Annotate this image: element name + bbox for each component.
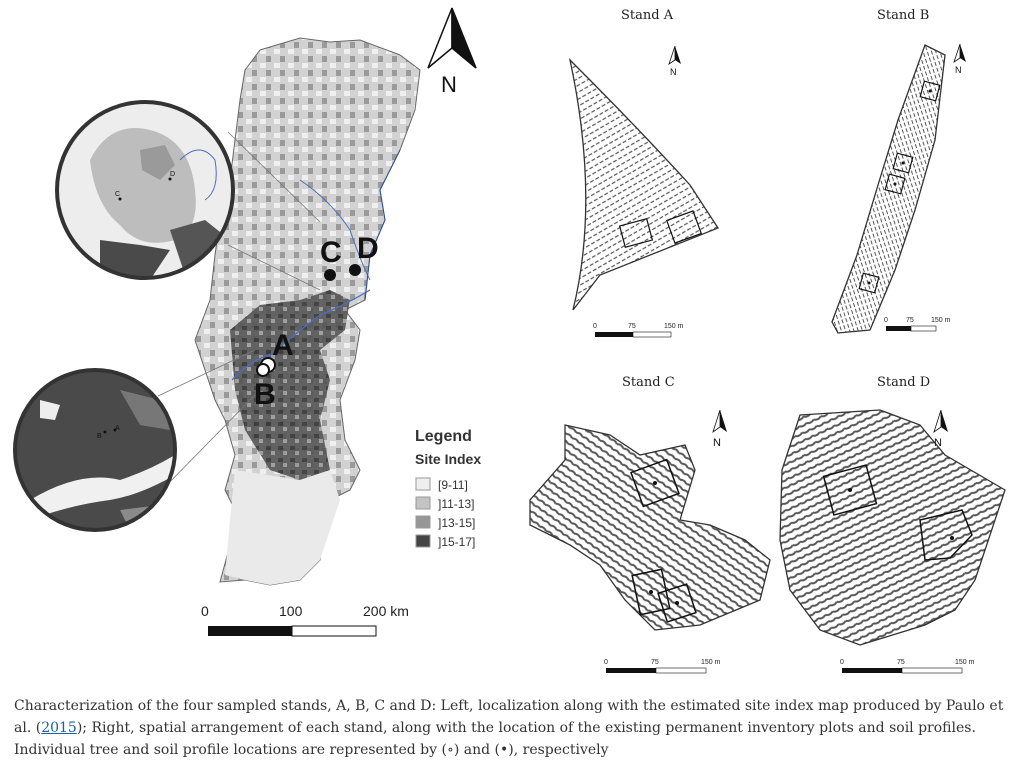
stand-c-scale-0: 0	[604, 659, 608, 666]
site-c-marker	[324, 269, 336, 281]
stand-a-north-icon	[669, 46, 681, 77]
light-south-region	[225, 470, 340, 585]
stand-d-shape	[780, 410, 1005, 645]
figure-caption	[14, 695, 1014, 761]
site-d-marker	[349, 264, 361, 276]
stand-c-north-label: N	[713, 437, 721, 449]
stand-d-scale-75: 75	[897, 659, 905, 666]
legend	[415, 428, 481, 549]
site-b-marker	[257, 364, 269, 376]
north-label: N	[441, 72, 457, 97]
bottom-inset-label-b: B	[97, 433, 102, 440]
legend-subtitle: Site Index	[415, 451, 482, 467]
stand-a-scale-0: 0	[593, 323, 597, 330]
legend-swatch	[416, 497, 430, 509]
stand-a-shape	[570, 60, 718, 310]
stand-a-title: Stand A	[621, 8, 674, 23]
stand-a-scale-150: 150 m	[664, 323, 684, 330]
stand-c-title: Stand C	[622, 375, 675, 390]
caption-text-4: ), respectively	[508, 742, 609, 758]
stand-c-north-icon	[713, 410, 727, 449]
scale-tick-100: 100	[279, 603, 303, 619]
stand-b-scale-150: 150 m	[931, 317, 951, 324]
map-scale-bar	[201, 603, 409, 636]
stand-b-scale-75: 75	[906, 317, 914, 324]
legend-label: ]13-15]	[438, 516, 476, 530]
top-inset-map	[55, 100, 235, 280]
scale-tick-0: 0	[201, 603, 209, 619]
portugal-map	[195, 38, 420, 585]
legend-swatch	[416, 516, 430, 528]
stand-b-title: Stand B	[877, 8, 930, 23]
stand-d-scale-150: 150 m	[955, 659, 975, 666]
legend-label: [9-11]	[438, 478, 468, 492]
legend-title: Legend	[415, 428, 472, 445]
stand-b-north-icon	[954, 44, 966, 75]
scale-tick-200: 200 km	[363, 603, 409, 619]
site-label-d: D	[357, 232, 379, 265]
stand-d-title: Stand D	[877, 375, 931, 390]
north-arrow-icon	[428, 8, 476, 97]
stand-b-scale-0: 0	[884, 317, 888, 324]
stand-c-scale-75: 75	[651, 659, 659, 666]
stand-a-panel	[570, 8, 718, 337]
legend-label: ]11-13]	[438, 497, 475, 511]
legend-swatch	[416, 535, 430, 547]
stand-b-panel	[832, 8, 966, 333]
stand-a-scale-bar	[593, 323, 684, 337]
top-inset-label-c: C	[115, 191, 121, 198]
stand-c-shape	[530, 425, 770, 630]
stand-d-panel	[780, 375, 1005, 673]
stand-a-north-label: N	[670, 67, 677, 77]
top-inset-label-d: D	[170, 171, 176, 178]
stand-d-north-icon	[934, 410, 948, 449]
stand-b-shape	[832, 45, 945, 333]
stand-c-panel	[530, 375, 770, 673]
stand-a-scale-75: 75	[628, 323, 636, 330]
caption-text-2: ); Right, spatial arrangement of each stand, along with the location of the existing permanent inventory plots and soil profiles. Individual tree and soil profile locations are represented by (	[14, 720, 976, 758]
soil-symbol: •	[500, 742, 509, 758]
legend-swatch	[416, 478, 430, 490]
site-label-b: B	[254, 378, 276, 411]
site-label-a: A	[272, 329, 294, 362]
bottom-inset-map	[15, 370, 175, 530]
caption-text-3: ) and (	[453, 742, 500, 758]
bottom-inset-label-a: A	[115, 425, 120, 432]
stand-d-scale-bar	[840, 659, 975, 673]
stand-d-north-label: N	[934, 437, 942, 449]
stand-b-scale-bar	[884, 317, 951, 331]
legend-label: ]15-17]	[438, 535, 476, 549]
stand-c-scale-bar	[604, 659, 721, 673]
tree-symbol: ∘	[446, 742, 454, 758]
caption-text-1: Characterization of the four sampled stands, A, B, C and D: Left, localization along with the estimated site index map produced by Paulo et al. (	[14, 698, 1004, 736]
site-label-c: C	[320, 236, 342, 269]
stand-d-scale-0: 0	[840, 659, 844, 666]
stand-b-north-label: N	[955, 65, 962, 75]
stand-c-scale-150: 150 m	[701, 659, 721, 666]
citation-link[interactable]: 2015	[41, 720, 77, 736]
